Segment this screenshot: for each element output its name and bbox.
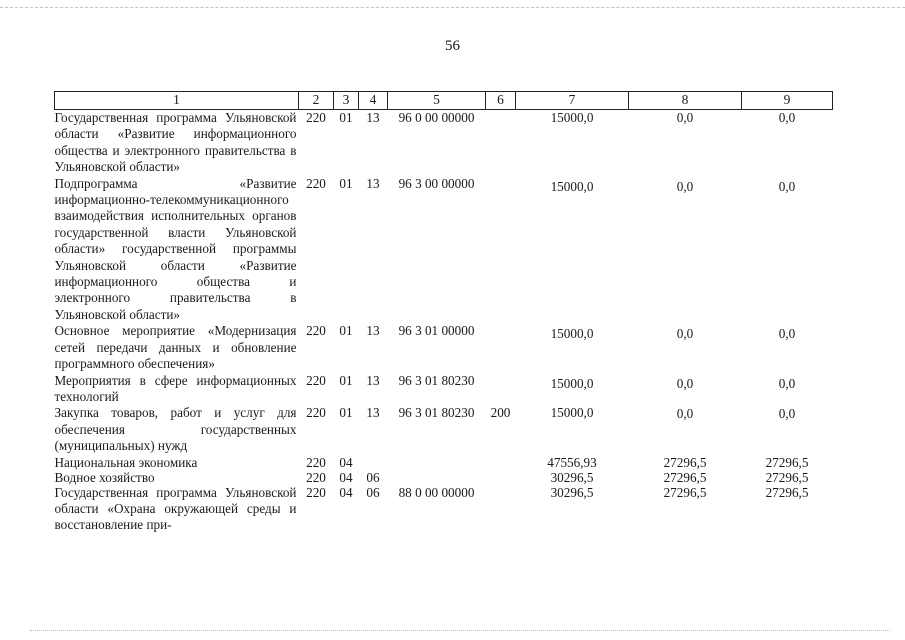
cell-c6: 200 <box>490 405 511 421</box>
table-row <box>55 373 833 406</box>
cell-c5 <box>388 455 486 470</box>
col-header-1: 1 <box>55 92 299 110</box>
cell-c3: 01 <box>339 405 353 421</box>
col-header-5: 5 <box>388 92 486 110</box>
cell-c9: 0,0 <box>778 178 796 194</box>
cell-c2: 220 <box>306 175 326 191</box>
cell-c5: 96 3 01 80230 <box>398 405 475 421</box>
cell-c4: 13 <box>366 372 380 388</box>
cell-c6 <box>486 373 516 406</box>
cell-c2: 220 <box>306 323 326 339</box>
cell-c2: 220 <box>306 454 326 470</box>
cell-c4: 06 <box>366 484 380 500</box>
row-name: Закупка товаров, работ и услуг для обеспечения государственных (муниципальных) нужд <box>54 405 297 454</box>
cell-c7: 30296,5 <box>550 469 594 485</box>
cell-c3: 04 <box>339 454 353 470</box>
row-name: Подпрограмма «Развитие информационно-телекоммуникационного взаимодействия исполнительных органов государственной власти Ульяновской области» государственной программы Ульяновской области «Развитие информационного общества и электронного правительства в Ульяновской области» <box>54 175 297 322</box>
cell-c2: 220 <box>306 469 326 485</box>
cell-c8: 27296,5 <box>663 484 707 500</box>
col-header-8: 8 <box>629 92 742 110</box>
cell-c8: 0,0 <box>676 326 694 342</box>
table-row <box>55 405 833 454</box>
page-number: 56 <box>445 38 460 54</box>
cell-c9: 0,0 <box>778 375 796 391</box>
cell-c2: 220 <box>306 405 326 421</box>
row-name: Государственная программа Ульяновской области «Охрана окружающей среды и восстановление при- <box>54 484 297 533</box>
row-name: Национальная экономика <box>54 454 198 470</box>
col-header-7: 7 <box>516 92 629 110</box>
table-row <box>55 455 833 470</box>
cell-c8: 27296,5 <box>663 469 707 485</box>
header-row <box>55 92 833 110</box>
cell-c5: 88 0 00 00000 <box>398 484 475 500</box>
row-name: Водное хозяйство <box>54 469 155 485</box>
cell-c7: 30296,5 <box>550 484 594 500</box>
col-header-6: 6 <box>486 92 516 110</box>
cell-c6 <box>486 176 516 324</box>
cell-c6 <box>486 110 516 176</box>
cell-c3: 01 <box>339 175 353 191</box>
col-header-2: 2 <box>299 92 334 110</box>
cell-c8: 27296,5 <box>663 454 707 470</box>
cell-c4: 13 <box>366 175 380 191</box>
cell-c7: 15000,0 <box>550 326 594 342</box>
cell-c3: 01 <box>339 372 353 388</box>
budget-table <box>54 91 833 534</box>
cell-c5: 96 3 01 80230 <box>398 372 475 388</box>
cell-c5: 96 3 00 00000 <box>398 175 475 191</box>
cell-c9: 27296,5 <box>765 454 809 470</box>
row-name: Мероприятия в сфере информационных технологий <box>54 372 297 404</box>
cell-c5: 96 3 01 00000 <box>398 323 475 339</box>
cell-c9: 27296,5 <box>765 484 809 500</box>
cell-c8: 0,0 <box>676 375 694 391</box>
cell-c8: 0,0 <box>676 110 694 125</box>
cell-c7: 15000,0 <box>550 178 594 194</box>
table-row <box>55 176 833 324</box>
cell-c9: 0,0 <box>778 110 796 125</box>
scan-edge-bottom <box>30 630 890 632</box>
col-header-4: 4 <box>359 92 388 110</box>
cell-c9: 27296,5 <box>765 469 809 485</box>
cell-c3: 01 <box>339 110 353 125</box>
cell-c2: 220 <box>306 484 326 500</box>
cell-c6 <box>486 455 516 470</box>
cell-c3: 01 <box>339 323 353 339</box>
col-header-3: 3 <box>334 92 359 110</box>
cell-c6 <box>486 323 516 372</box>
cell-c7: 15000,0 <box>550 110 594 125</box>
cell-c6 <box>486 485 516 534</box>
cell-c5: 96 0 00 00000 <box>398 110 475 125</box>
cell-c2: 220 <box>306 110 326 125</box>
cell-c7: 47556,93 <box>547 454 597 470</box>
table-row <box>55 485 833 534</box>
cell-c4: 13 <box>366 405 380 421</box>
table-row <box>55 470 833 485</box>
cell-c2: 220 <box>306 372 326 388</box>
cell-c3: 04 <box>339 469 353 485</box>
cell-c5 <box>388 470 486 485</box>
cell-c9: 0,0 <box>778 326 796 342</box>
cell-c4: 13 <box>366 110 380 125</box>
table-row <box>55 323 833 372</box>
cell-c7: 15000,0 <box>550 375 594 391</box>
cell-c4: 13 <box>366 323 380 339</box>
row-name: Государственная программа Ульяновской области «Развитие информационного общества и электронного правительства в Ульяновской области» <box>54 110 297 175</box>
cell-c8: 0,0 <box>676 178 694 194</box>
scan-edge-top <box>0 7 905 9</box>
row-name: Основное мероприятие «Модернизация сетей передачи данных и обновление программного обеспечения» <box>54 323 297 372</box>
cell-c7: 15000,0 <box>550 405 594 421</box>
cell-c6 <box>486 470 516 485</box>
col-header-9: 9 <box>742 92 833 110</box>
cell-c9: 0,0 <box>778 406 796 422</box>
cell-c3: 04 <box>339 484 353 500</box>
cell-c4: 06 <box>366 469 380 485</box>
table-row <box>55 110 833 176</box>
cell-c8: 0,0 <box>676 406 694 422</box>
cell-c4 <box>359 455 388 470</box>
